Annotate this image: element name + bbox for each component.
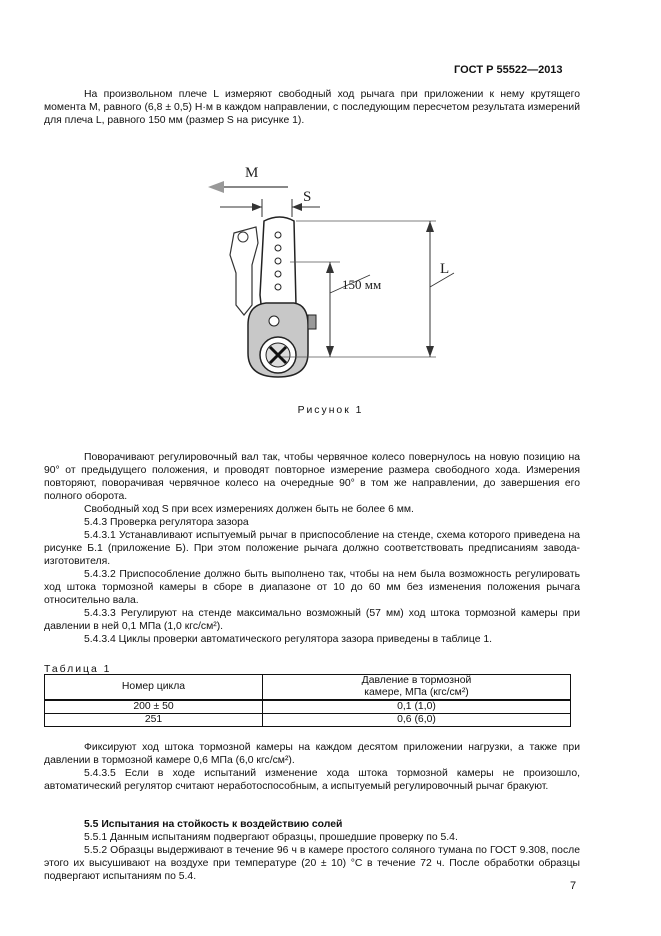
figure-lever-diagram (190, 155, 470, 395)
section-5-5-heading: 5.5 Испытания на стойкость к воздействию солей (84, 819, 343, 830)
paragraph-rotation: Поворачивают регулировочный вал так, чтобы червячное колесо повернулось на новую позицию на 90° от предыдущего положения, и проводят повторное измерение размера свободного хода. Измерения повторяют, поворачивая червячное колесо на очередные 90° в том же направлении, до завершения его полного оборота. (44, 452, 580, 502)
paragraph-free-play: Свободный ход S при всех измерениях должен быть не более 6 мм. (84, 504, 414, 515)
figure-label-m: M (245, 165, 259, 181)
table-header-pressure (263, 675, 571, 701)
standard-designation: ГОСТ Р 55522—2013 (454, 64, 563, 76)
body-text-2 (44, 741, 580, 793)
paragraph-552: 5.5.2 Образцы выдерживают в течение 96 ч в камере простого соляного тумана по ГОСТ 9.308, после этого их высушивают на воздухе при температуре (20 ± 10) °С в течение 72 ч. После обработки образцы подвергают испытаниям по 5.4. (44, 845, 580, 882)
table-header-row (45, 675, 571, 701)
table-cell-pressure: 0,1 (1,0) (263, 700, 571, 714)
table-header-pressure-line1: Давление в тормозной (361, 675, 472, 686)
table-header-cycle: Номер цикла (45, 675, 263, 701)
intro-text (44, 88, 580, 127)
section-5-5 (44, 818, 580, 883)
paragraph-5434: 5.4.3.4 Циклы проверки автоматического регулятора зазора приведены в таблице 1. (84, 634, 493, 645)
figure-label-l: L (440, 261, 450, 277)
figure-label-150mm: 150 мм (342, 277, 382, 292)
page-number: 7 (570, 880, 577, 892)
table-cell-cycle: 200 ± 50 (45, 700, 263, 714)
paragraph-5435: 5.4.3.5 Если в ходе испытаний изменение хода штока тормозной камеры не произошло, автоматический регулятор считают неработоспособным, а испытуемый регулировочный рычаг бракуют. (44, 768, 580, 792)
table-row (45, 714, 571, 727)
table-header-pressure-line2: камере, МПа (кгс/см²) (364, 687, 469, 698)
table-row (45, 700, 571, 714)
paragraph-5433: 5.4.3.3 Регулируют на стенде максимально возможный (57 мм) ход штока тормозной камеры при давлении в ней 0,1 МПа (1,0 кгс/см²). (44, 608, 580, 632)
cycles-table (44, 674, 571, 727)
paragraph-543-heading: 5.4.3 Проверка регулятора зазора (84, 517, 249, 528)
intro-paragraph: На произвольном плече L измеряют свободный ход рычага при приложении к нему крутящего момента М, равного (6,8 ± 0,5) Н·м в каждом направлении, с последующим пересчетом результата измерений для плеча L, равного 150 мм (размер S на рисунке 1). (44, 89, 580, 126)
table-caption: Таблица 1 (44, 664, 112, 675)
paragraph-5432: 5.4.3.2 Приспособление должно быть выполнено так, чтобы на нем была возможность регулировать ход штока тормозной камеры в сборе в диапазоне от 10 до 60 мм без изменения положения рычага относительно вала. (44, 569, 580, 606)
paragraph-551: 5.5.1 Данным испытаниям подвергают образцы, прошедшие проверку по 5.4. (84, 832, 458, 843)
figure-label-s: S (303, 189, 312, 205)
figure-caption: Рисунок 1 (297, 405, 364, 416)
table-cell-cycle: 251 (45, 714, 263, 727)
paragraph-5431: 5.4.3.1 Устанавливают испытуемый рычаг в приспособление на стенде, схема которого приведена на рисунке Б.1 (приложение Б). При этом положение рычага должно соответствовать предписаниям завода-изготовителя. (44, 530, 580, 567)
body-text-1 (44, 451, 580, 646)
table-cell-pressure: 0,6 (6,0) (263, 714, 571, 727)
paragraph-record-stroke: Фиксируют ход штока тормозной камеры на каждом десятом приложении нагрузки, а также при давлении в тормозной камере 0,6 МПа (6,0 кгс/см²). (44, 742, 580, 766)
